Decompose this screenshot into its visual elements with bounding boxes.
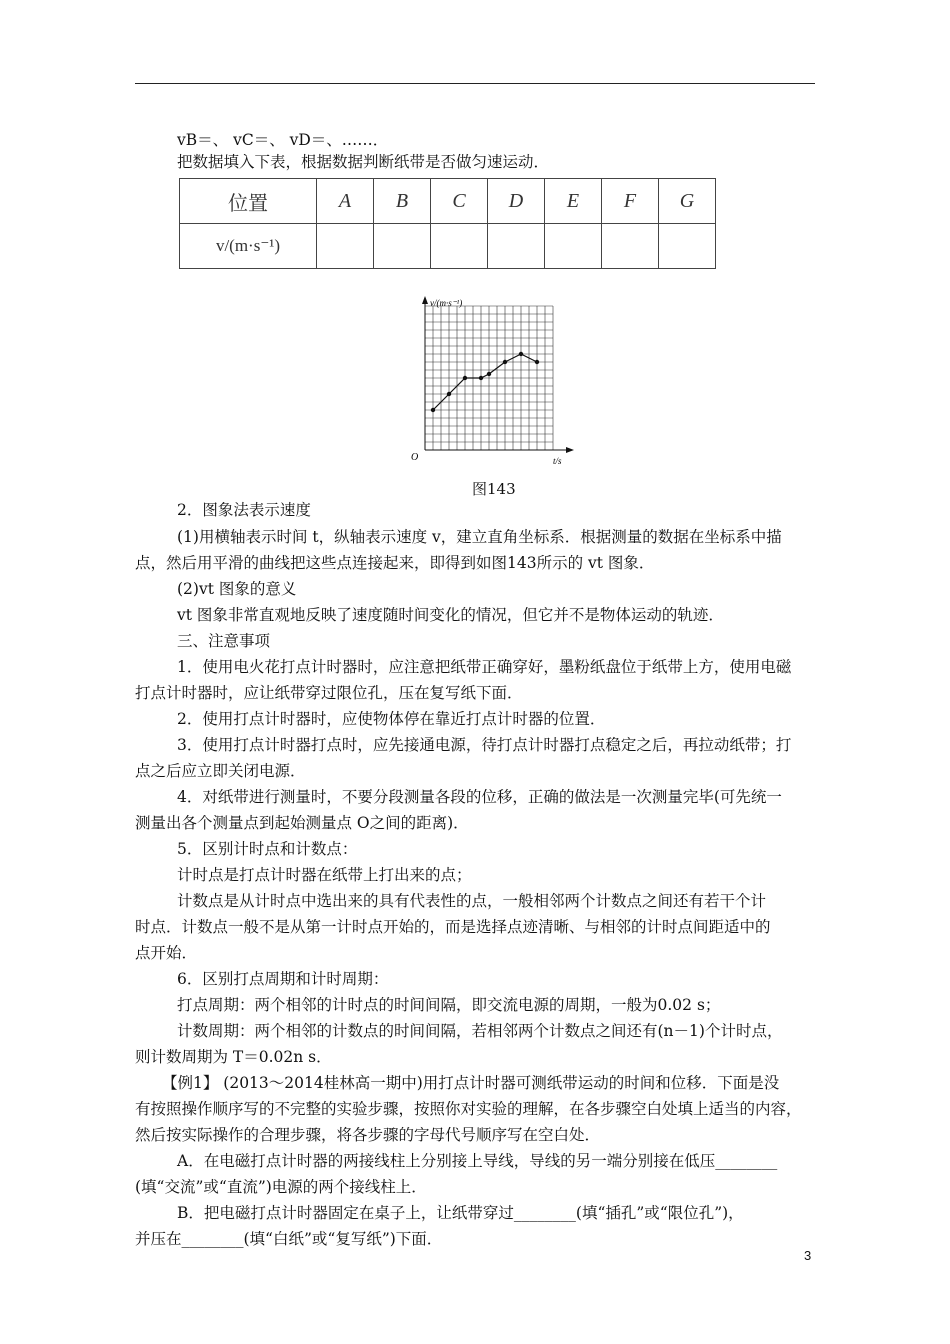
paragraph-line: 5．区别计时点和计数点： [177,840,358,858]
paragraph-line: 2．使用打点计时器时，应使物体停在靠近打点计时器的位置． [177,710,606,728]
data-point [479,376,483,380]
y-axis-label: v/(m·s⁻¹) [430,298,463,308]
data-point [431,408,435,412]
fill-instruction: 把数据填入下表，根据数据判断纸带是否做匀速运动． [177,153,550,171]
table-col-b: B [374,179,431,224]
paragraph-line: 4．对纸带进行测量时，不要分段测量各段的位移，正确的做法是一次测量完毕(可先统一 [177,788,782,806]
data-point [447,392,451,396]
vt-graph [405,292,585,472]
paragraph-line: 点，然后用平滑的曲线把这些点连接起来，即得到如图143所示的 vt 图象． [135,554,655,572]
velocity-table [179,178,716,269]
table-col-d: D [488,179,545,224]
data-point [519,352,523,356]
table-col-e: E [545,179,602,224]
step-a-line: A．在电磁打点计时器的两接线柱上分别接上导线，导线的另一端分别接在低压________ [177,1152,778,1170]
data-point [463,376,467,380]
table-cell[interactable] [317,224,374,269]
paragraph-line: 时点．计数点一般不是从第一计时点开始的，而是选择点迹清晰、与相邻的计时点间距适中的 [135,918,771,936]
chart-grid [425,306,553,450]
table-col-c: C [431,179,488,224]
paragraph-line: vt 图象非常直观地反映了速度随时间变化的情况，但它并不是物体运动的轨迹． [177,606,724,624]
data-point [487,372,491,376]
table-cell[interactable] [374,224,431,269]
table-cell[interactable] [545,224,602,269]
paragraph-line: 点之后应立即关闭电源． [135,762,306,780]
table-header-row [180,179,716,224]
step-b-cont: 并压在________(填“白纸”或“复写纸”)下面． [135,1230,443,1248]
header-rule [135,83,815,84]
y-axis-arrow [422,296,428,304]
paragraph-line: 6．区别打点周期和计时周期： [177,970,389,988]
page-number: 3 [804,1248,812,1263]
paragraph-line: 2．图象法表示速度 [177,501,311,519]
paragraph-line: 1．使用电火花打点计时器时，应注意把纸带正确穿好，墨粉纸盘位于纸带上方，使用电磁 [177,658,792,676]
velocity-line: vB＝、 vC＝、 vD＝、……． [177,131,389,149]
table-col-a: A [317,179,374,224]
table-header-label: 位置 [180,179,317,224]
paragraph-line: 3．使用打点计时器打点时，应先接通电源，待打点计时器打点稳定之后，再拉动纸带；打 [177,736,792,754]
table-value-row [180,224,716,269]
example-heading: 【例1】 (2013～2014桂林高一期中)用打点计时器可测纸带运动的时间和位移．下面是没 [162,1074,780,1092]
paragraph-line: 点开始． [135,944,198,962]
table-cell[interactable] [488,224,545,269]
paragraph-line: 则计数周期为 T＝0.02n s． [135,1048,332,1066]
x-axis-arrow [566,447,574,453]
paragraph-line: 打点计时器时，应让纸带穿过限位孔，压在复写纸下面． [135,684,523,702]
origin-label: O [411,452,419,463]
table-col-f: F [602,179,659,224]
table-cell[interactable] [659,224,716,269]
data-point [503,360,507,364]
data-point [535,360,539,364]
table-row-label: v/(m·s⁻¹) [180,224,317,269]
table-cell[interactable] [602,224,659,269]
paragraph-line: 然后按实际操作的合理步骤，将各步骤的字母代号顺序写在空白处． [135,1126,601,1144]
table-col-g: G [659,179,716,224]
table-cell[interactable] [431,224,488,269]
series-line [433,354,537,410]
paragraph-line: (1)用横轴表示时间 t，纵轴表示速度 v，建立直角坐标系．根据测量的数据在坐标系中描 [177,528,782,546]
step-a-cont: (填“交流”或“直流”)电源的两个接线柱上． [135,1178,427,1196]
section-heading: 三、注意事项 [177,632,271,650]
figure-caption: 图143 [472,480,516,498]
paragraph-line: 计时点是打点计时器在纸带上打出来的点； [177,866,472,884]
paragraph-line: 计数点是从计时点中选出来的具有代表性的点，一般相邻两个计数点之间还有若干个计 [177,892,767,910]
paragraph-line: 有按照操作顺序写的不完整的实验步骤，按照你对实验的理解，在各步骤空白处填上适当的内容， [135,1100,802,1118]
paragraph-line: 打点周期：两个相邻的计时点的时间间隔，即交流电源的周期，一般为0.02 s； [177,996,721,1014]
paragraph-line: 计数周期：两个相邻的计数点的时间间隔，若相邻两个计数点之间还有(n－1)个计时点， [177,1022,783,1040]
x-axis-label: t/s [553,456,562,466]
step-b-line: B．把电磁打点计时器固定在桌子上，让纸带穿过________(填“插孔”或“限位孔”)， [177,1204,744,1222]
paragraph-line: (2)vt 图象的意义 [177,580,297,598]
paragraph-line: 测量出各个测量点到起始测量点 O之间的距离)． [135,814,469,832]
